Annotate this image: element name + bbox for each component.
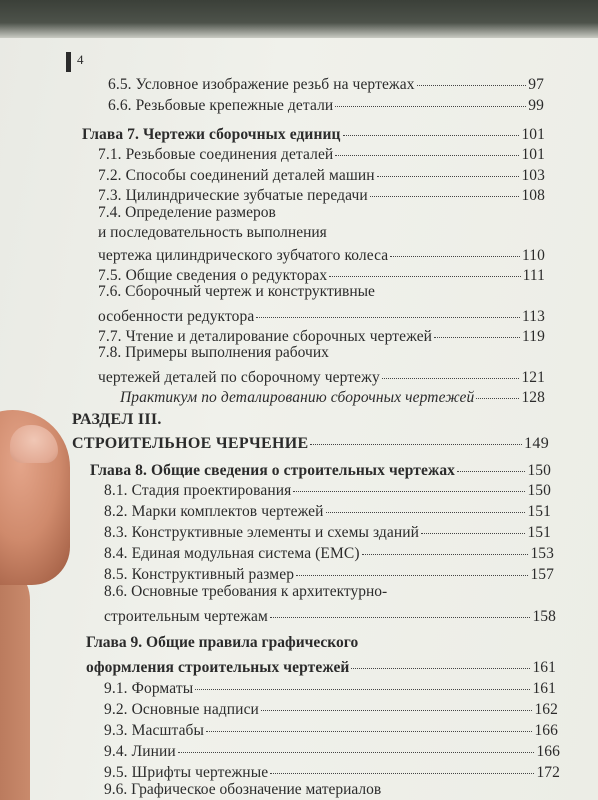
- toc-chapter-label: Глава 7. Чертежи сборочных единиц: [82, 125, 341, 143]
- toc-entry-label: 8.3. Конструктивные элементы и схемы зданий: [104, 523, 420, 541]
- toc-entry-page: 108: [521, 186, 545, 204]
- hand-photo: [0, 560, 30, 800]
- toc-entry-page: 151: [527, 502, 551, 520]
- leader-dots: [390, 240, 520, 257]
- toc-entry: [104, 760, 560, 782]
- toc-entry: [104, 604, 556, 626]
- toc-chapter-label: Глава 8. Общие сведения о строительных чертежах: [90, 461, 456, 479]
- toc-entry-page: 161: [532, 658, 556, 676]
- toc-entry-page: 111: [522, 266, 545, 284]
- leader-dots: [329, 260, 520, 277]
- toc-section-label: СТРОИТЕЛЬНОЕ ЧЕРЧЕНИЕ: [72, 435, 309, 452]
- toc-entry-line: 8.6. Основные требования к архитектурно-: [104, 583, 388, 600]
- toc-entry-page: 157: [530, 565, 554, 583]
- toc-entry-label: 8.1. Стадия проектирования: [104, 481, 292, 499]
- toc-entry-page: 158: [532, 607, 556, 625]
- leader-dots: [178, 736, 535, 753]
- leader-dots: [457, 455, 525, 472]
- toc-entry-page: 103: [521, 166, 545, 184]
- leader-dots: [476, 382, 519, 399]
- toc-entry-page: 172: [536, 763, 560, 781]
- leader-dots: [434, 321, 520, 338]
- toc-entry-label: 9.5. Шрифты чертежные: [104, 763, 269, 781]
- toc-entry-label: 9.1. Форматы: [104, 679, 194, 697]
- toc-entry-label: 7.7. Чтение и деталирование сборочных чертежей: [98, 327, 433, 345]
- toc-entry-page: 150: [527, 461, 551, 479]
- toc-entry-line: 7.4. Определение размеров: [98, 204, 276, 221]
- toc-entry-page: 99: [528, 96, 544, 114]
- leader-dots: [256, 301, 520, 318]
- leader-dots: [370, 180, 520, 197]
- toc-entry-page: 166: [536, 742, 560, 760]
- toc-entry-label: особенности редуктора: [98, 307, 255, 325]
- toc-entry: [104, 562, 554, 584]
- toc-entry-page: 97: [528, 75, 544, 93]
- toc-entry-line: 9.6. Графическое обозначение материалов: [104, 781, 382, 798]
- page-number: 4: [77, 52, 84, 67]
- toc-entry-label: 9.4. Линии: [104, 742, 176, 760]
- toc-entry-page: 150: [527, 481, 551, 499]
- toc-entry-label: строительным чертежам: [104, 607, 268, 625]
- toc-entry-page: 113: [522, 307, 545, 325]
- toc-entry-page: 161: [532, 679, 556, 697]
- toc-entry-page: 101: [521, 145, 545, 163]
- toc-entry-page: 153: [530, 544, 554, 562]
- leader-dots: [377, 160, 520, 177]
- leader-dots: [362, 538, 529, 555]
- toc-entry-line: 7.6. Сборочный чертеж и конструктивные: [98, 283, 375, 300]
- leader-dots: [335, 90, 526, 107]
- toc-section: [72, 431, 549, 453]
- leader-dots: [206, 715, 532, 732]
- leader-dots: [326, 496, 526, 513]
- leader-dots: [270, 601, 531, 618]
- toc-entry-label: 7.1. Резьбовые соединения деталей: [98, 145, 334, 163]
- leader-dots: [310, 428, 522, 445]
- toc-entry-label: 7.2. Способы соединений деталей машин: [98, 166, 375, 184]
- toc-entry-label: Практикум по деталированию сборочных чертежей: [120, 388, 475, 406]
- toc-entry: [108, 93, 544, 115]
- leader-dots: [195, 673, 530, 690]
- toc-entry-label: 8.4. Единая модульная система (ЕМС): [104, 544, 360, 562]
- toc-entry-page: 101: [521, 125, 545, 143]
- toc-chapter-label: оформления строительных чертежей: [86, 658, 350, 676]
- toc-entry-label: чертежа цилиндрического зубчатого колеса: [98, 246, 389, 264]
- toc-entry-page: 166: [534, 721, 558, 739]
- toc-chapter-line: Глава 9. Общие правила графического: [86, 634, 359, 651]
- leader-dots: [343, 119, 520, 136]
- toc-practicum: [120, 385, 545, 407]
- toc-entry-label: 6.5. Условное изображение резьб на чертежах: [108, 75, 415, 93]
- toc-section-title: РАЗДЕЛ III.: [72, 411, 162, 428]
- toc-entry-page: 110: [522, 246, 545, 264]
- leader-dots: [296, 559, 528, 576]
- toc-entry: [98, 324, 545, 346]
- toc-entry-page: 162: [534, 700, 558, 718]
- toc-entry-label: 6.6. Резьбовые крепежные детали: [108, 96, 334, 114]
- toc-entry-label: 8.2. Марки комплектов чертежей: [104, 502, 324, 520]
- toc-entry: [98, 183, 545, 205]
- toc-entry-page: 121: [521, 368, 545, 386]
- leader-dots: [293, 475, 525, 492]
- toc-entry-page: 128: [521, 388, 545, 406]
- leader-dots: [270, 757, 534, 774]
- leader-dots: [261, 694, 532, 711]
- toc-entry-label: чертежей деталей по сборочному чертежу: [98, 368, 380, 386]
- toc-entry-page: 119: [522, 327, 545, 345]
- toc-entry-label: 9.2. Основные надписи: [104, 700, 259, 718]
- leader-dots: [421, 517, 525, 534]
- leader-dots: [335, 139, 519, 156]
- toc-entry-line: и последовательность выполнения: [98, 224, 327, 241]
- toc-entry-page: 151: [527, 523, 551, 541]
- toc-entry-label: 8.5. Конструктивный размер: [104, 565, 295, 583]
- toc-entry-label: 9.3. Масштабы: [104, 721, 205, 739]
- toc-entry-label: 7.3. Цилиндрические зубчатые передачи: [98, 186, 368, 204]
- leader-dots: [417, 69, 527, 86]
- leader-dots: [351, 652, 530, 669]
- toc-entry-label: 7.5. Общие сведения о редукторах: [98, 266, 328, 284]
- toc-entry-page: 149: [524, 435, 549, 452]
- leader-dots: [382, 362, 520, 379]
- toc-entry: [98, 263, 545, 285]
- toc-entry-line: 7.8. Примеры выполнения рабочих: [98, 344, 329, 361]
